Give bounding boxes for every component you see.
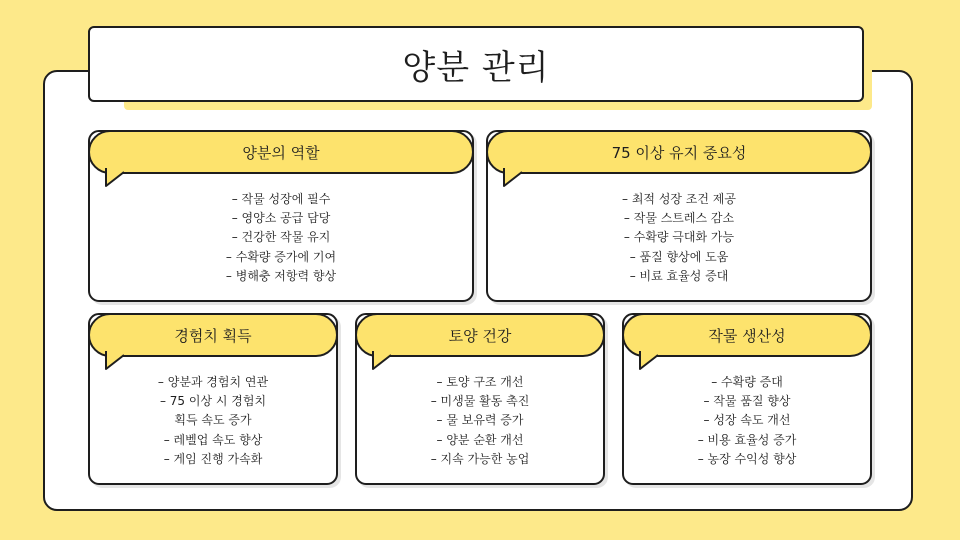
card-item-list	[624, 373, 870, 469]
card-title: 작물 생산성	[708, 326, 786, 345]
list-item: – 작물 성장에 필수	[231, 192, 331, 206]
card-header	[88, 130, 474, 174]
list-item: – 영양소 공급 담당	[231, 211, 331, 226]
list-item: – 레벨업 속도 향상	[163, 432, 263, 447]
title-box	[88, 26, 864, 102]
list-item: – 작물 품질 향상	[703, 394, 791, 409]
list-item: – 미생물 활동 촉진	[430, 394, 530, 409]
list-item: – 건강한 작물 유지	[231, 230, 331, 245]
card-item-list	[90, 190, 472, 286]
list-item: – 게임 진행 가속화	[163, 451, 263, 466]
card-title: 토양 건강	[448, 326, 512, 345]
card-title: 양분의 역할	[242, 143, 320, 162]
speech-tail-icon	[104, 351, 126, 373]
card-soil-health	[355, 313, 605, 485]
list-item: – 물 보유력 증가	[436, 413, 524, 428]
card-item-list	[488, 190, 870, 286]
list-item: – 비용 효율성 증가	[697, 432, 797, 447]
card-maintain-75-importance	[486, 130, 872, 302]
list-item: – 토양 구조 개선	[436, 375, 524, 389]
list-item: – 병해충 저항력 향상	[225, 268, 337, 283]
card-title: 경험치 획득	[174, 326, 252, 345]
slide-title: 양분 관리	[402, 47, 550, 88]
card-experience-gain	[88, 313, 338, 485]
card-title: 75 이상 유지 중요성	[611, 143, 747, 162]
list-item: – 수확량 증가에 기여	[225, 249, 337, 264]
list-item: 획득 속도 증가	[174, 413, 252, 428]
list-item: – 양분 순환 개선	[436, 432, 524, 447]
list-item: – 양분과 경험치 연관	[157, 375, 269, 389]
card-crop-productivity	[622, 313, 872, 485]
list-item: – 농장 수익성 향상	[697, 451, 797, 466]
card-header	[486, 130, 872, 174]
speech-tail-icon	[104, 168, 126, 190]
list-item: – 수확량 증대	[711, 375, 783, 389]
list-item: – 최적 성장 조건 제공	[622, 192, 736, 206]
list-item: – 성장 속도 개선	[703, 413, 791, 428]
list-item: – 수확량 극대화 가능	[623, 230, 735, 245]
card-nutrient-role	[88, 130, 474, 302]
speech-tail-icon	[371, 351, 393, 373]
list-item: – 품질 향상에 도움	[629, 249, 729, 264]
list-item: – 75 이상 시 경험치	[159, 394, 267, 409]
card-item-list	[357, 373, 603, 469]
list-item: – 작물 스트레스 감소	[623, 211, 735, 226]
card-item-list	[90, 373, 336, 469]
speech-tail-icon	[502, 168, 524, 190]
list-item: – 비료 효율성 증대	[629, 268, 729, 283]
list-item: – 지속 가능한 농업	[430, 451, 530, 466]
speech-tail-icon	[638, 351, 660, 373]
